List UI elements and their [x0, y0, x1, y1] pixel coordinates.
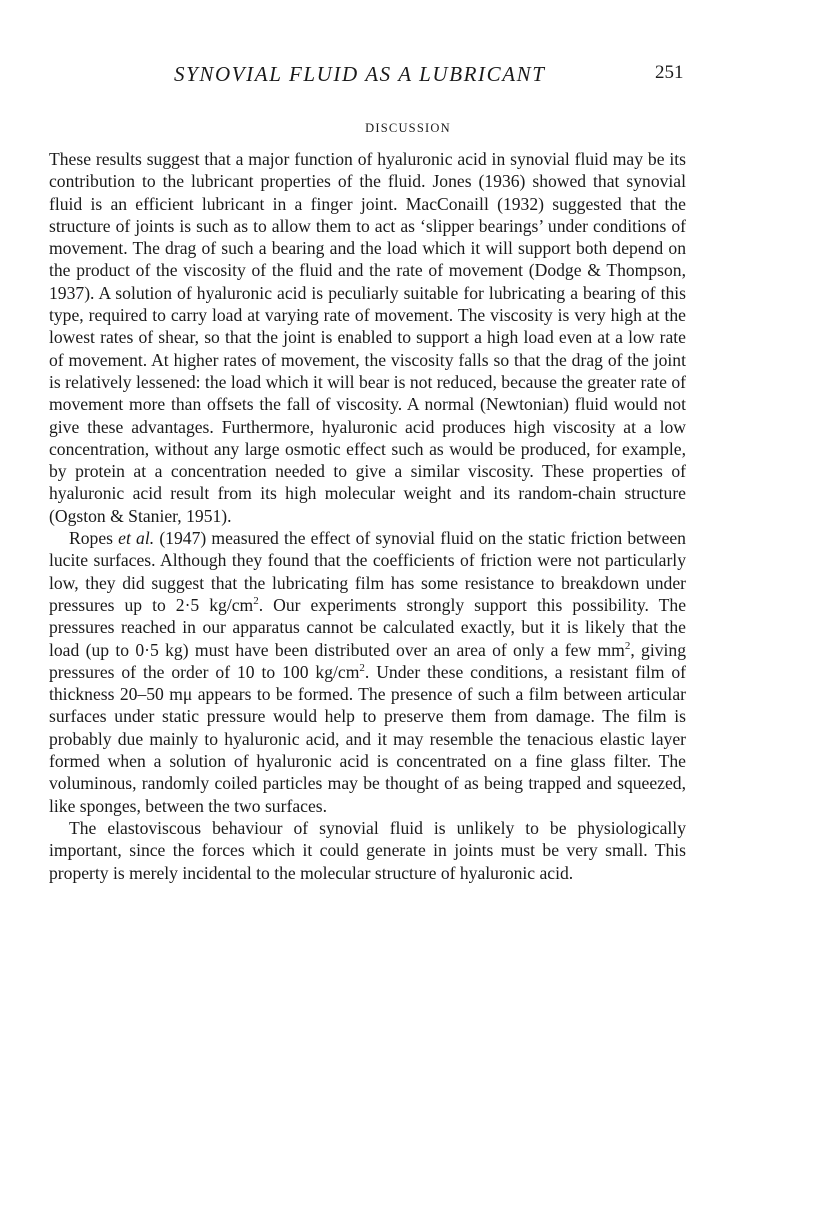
section-heading: DISCUSSION — [365, 121, 451, 135]
citation-etal: et al. — [118, 528, 155, 549]
citation-author: Ropes — [69, 528, 113, 549]
superscript-2: 2 — [624, 639, 631, 652]
paragraph-3: The elastoviscous behaviour of synovial fluid is unlikely to be physiologically important, since the forces which it could generate in joints must be very small. This property is merely incidental to the molecular structure of hyaluronic acid. — [49, 817, 686, 883]
paragraph-2-text-3: , giving pressures of the order of 10 to 100 kg/cm — [49, 639, 686, 682]
page-number: 251 — [655, 62, 684, 83]
paragraph-2-text-1: (1947) measured the effect of synovial fluid on the static friction between lucite surfaces. Although they found that the coefficients of friction were not particularly low, they did suggest that the lubricating film has some resistance to breakdown under pressures up to 2·5 kg/cm — [49, 528, 686, 615]
paragraph-2-text-4: . Under these conditions, a resistant film of thickness 20–50 mμ appears to be formed. The presence of such a film between articular surfaces under static pressure would help to preserve them from damage. The film is probably due mainly to hyaluronic acid, and it may resemble the tenacious elastic layer formed when a solution of hyaluronic acid is concentrated on a fine glass filter. The voluminous, randomly coiled particles may be thought of as being trapped and squeezed, like sponges, between the two surfaces. — [49, 661, 686, 816]
superscript-3: 2 — [359, 661, 365, 674]
superscript-1: 2 — [253, 594, 259, 607]
running-title: SYNOVIAL FLUID AS A LUBRICANT — [174, 62, 546, 86]
paragraph-1: These results suggest that a major function of hyaluronic acid in synovial fluid may be its contribution to the lubricant properties of the fluid. Jones (1936) showed that synovial fluid is an efficient lubricant in a finger joint. MacConaill (1932) suggested that the structure of joints is such as to allow them to act as ‘slipper bearings’ under conditions of movement. The drag of such a bearing and the load which it will support both depend on the product of the viscosity of the fluid and the rate of movement (Dodge & Thompson, 1937). A solution of hyaluronic acid is peculiarly suitable for lubricating a bearing of this type, required to carry load at varying rate of movement. The viscosity is very high at the lowest rates of shear, so that the joint is enabled to support a high load even at a low rate of movement. At higher rates of movement, the viscosity falls so that the drag of the joint is relatively lessened: the load which it will bear is not reduced, because the greater rate of movement more than offsets the fall of viscosity. A normal (Newtonian) fluid would not give these advantages. Furthermore, hyaluronic acid produces high viscosity at a low concentration, without any large osmotic effect such as would be produced, for example, by protein at a concentration needed to give a similar viscosity. These properties of hyaluronic acid result from its high molecular weight and its random-chain structure (Ogston & Stanier, 1951). — [49, 149, 686, 526]
paragraph-2 — [49, 527, 686, 817]
paragraph-2-text-2: . Our experiments strongly support this possibility. The pressures reached in our apparatus cannot be calculated exactly, but it is likely that the load (up to 0·5 kg) must have been distributed over an area of only a few mm — [49, 594, 686, 660]
body-text — [49, 148, 686, 884]
